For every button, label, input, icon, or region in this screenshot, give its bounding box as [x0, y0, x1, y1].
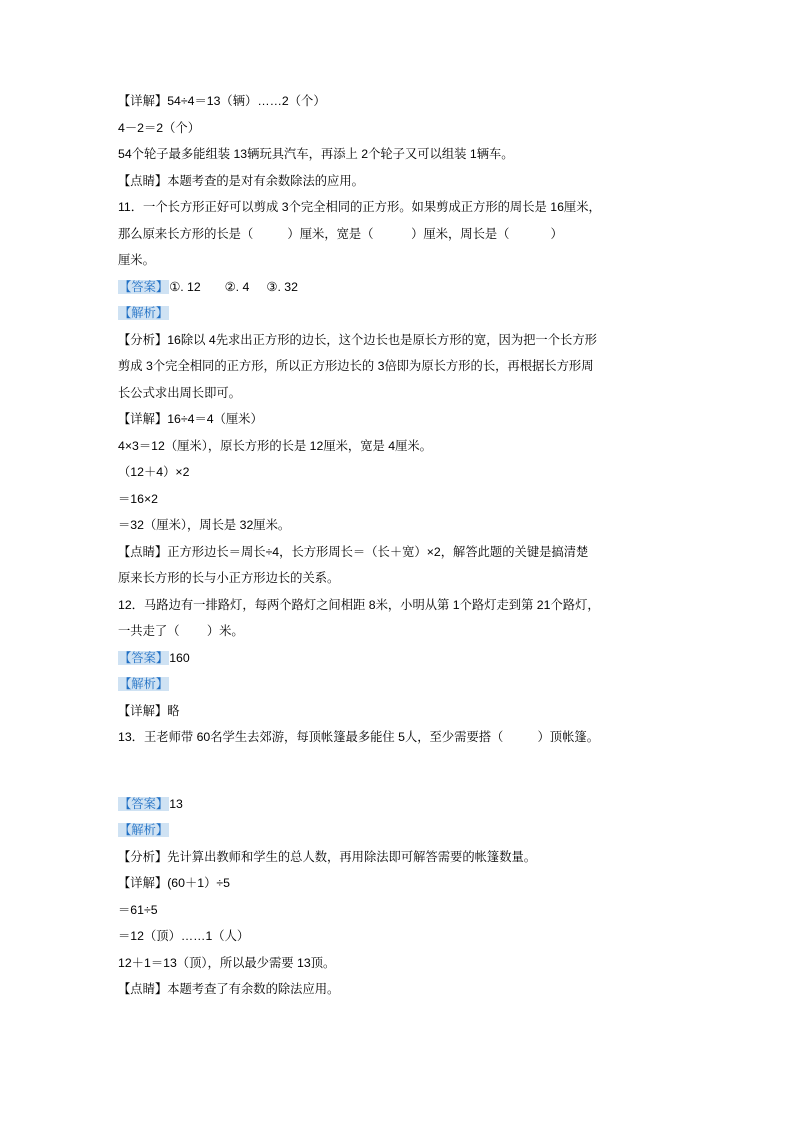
- text-line: 剪成 3个完全相同的正方形，所以正方形边长的 3倍即为原长方形的长，再根据长方形周: [118, 359, 594, 373]
- text-line: （12＋4）×2: [118, 465, 190, 479]
- text-line: ＝32（厘米），周长是 32厘米。: [118, 518, 291, 532]
- answer-tag: 【答案】: [119, 650, 169, 665]
- question-line: 那么原来长方形的长是（ ）厘米，宽是（ ）厘米，周长是（ ）: [118, 226, 563, 241]
- answer-value: ①. 12 ②. 4 ③. 32: [169, 279, 298, 294]
- text-line: 【点睛】本题考查的是对有余数除法的应用。: [118, 173, 364, 188]
- analysis-line: [118, 671, 676, 698]
- answer-value: 160: [169, 650, 190, 665]
- text-line: 【详解】略: [118, 703, 180, 718]
- text-line: 【分析】16除以 4先求出正方形的边长，这个边长也是原长方形的宽，因为把一个长方形: [118, 332, 597, 347]
- analysis-tag: 【解析】: [119, 306, 169, 320]
- text-line: 【详解】(60＋1）÷5: [118, 876, 230, 890]
- text-line: 4×3＝12（厘米），原长方形的长是 12厘米，宽是 4厘米。: [118, 438, 432, 453]
- question-line: 13．王老师带 60名学生去郊游，每顶帐篷最多能住 5人，至少需要搭（ ）顶帐篷。: [118, 730, 599, 744]
- text-line: ＝12（顶）……1（人）: [118, 929, 250, 943]
- analysis-tag: 【解析】: [119, 823, 169, 837]
- answer-value: 13: [169, 796, 183, 811]
- blank-line-2: [118, 777, 676, 791]
- analysis-line: [118, 300, 676, 327]
- answer-tag: 【答案】: [119, 796, 169, 811]
- answer-line: [118, 274, 676, 301]
- text-line: 【分析】先计算出教师和学生的总人数，再用除法即可解答需要的帐篷数量。: [118, 849, 537, 864]
- analysis-line: [118, 817, 676, 844]
- question-line: 厘米。: [118, 253, 155, 267]
- text-line: ＝16×2: [118, 491, 158, 506]
- text-line: 【详解】16÷4＝4（厘米）: [118, 412, 263, 426]
- text-line: 【详解】54÷4＝13（辆）……2（个）: [118, 94, 326, 108]
- answer-line: [118, 645, 676, 672]
- text-line: 长公式求出周长即可。: [118, 385, 241, 400]
- analysis-tag: 【解析】: [119, 677, 169, 691]
- text-line: 【点睛】本题考查了有余数的除法应用。: [118, 982, 340, 996]
- question-line: 11．一个长方形正好可以剪成 3个完全相同的正方形。如果剪成正方形的周长是 16厘米，: [118, 200, 601, 214]
- blank-line: [118, 751, 676, 777]
- answer-line: [118, 791, 676, 818]
- text-line: 4－2＝2（个）: [118, 120, 201, 135]
- question-line: 12．马路边有一排路灯，每两个路灯之间相距 8米，小明从第 1个路灯走到第 21个路灯，: [118, 597, 600, 612]
- answer-tag: 【答案】: [119, 279, 169, 294]
- text-line: 12＋1＝13（顶），所以最少需要 13顶。: [118, 955, 336, 970]
- text-line: 【点睛】正方形边长＝周长÷4，长方形周长＝（长＋宽）×2，解答此题的关键是搞清楚: [118, 544, 589, 559]
- text-line: 54个轮子最多能组装 13辆玩具汽车，再添上 2个轮子又可以组装 1辆车。: [118, 147, 514, 161]
- text-line: 原来长方形的长与小正方形边长的关系。: [118, 571, 340, 585]
- text-line: ＝61÷5: [118, 902, 158, 917]
- document-body: [118, 88, 676, 1003]
- question-line: 一共走了（ ）米。: [118, 624, 244, 638]
